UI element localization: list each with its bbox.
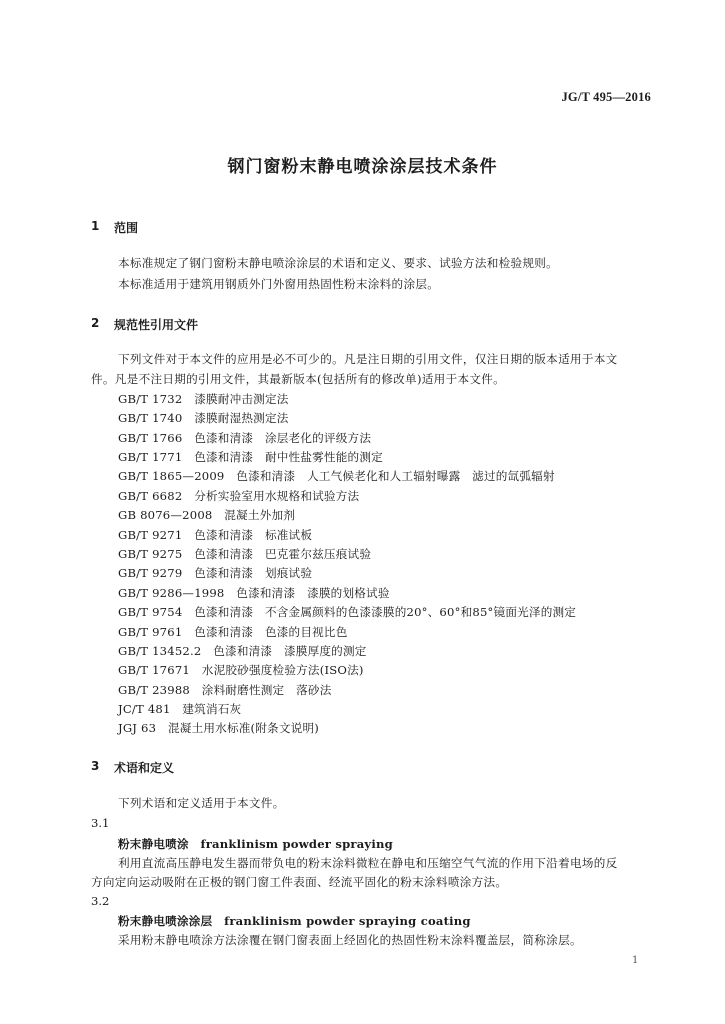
- section-2-intro-continued: 件。凡是不注日期的引用文件，其最新版本(包括所有的修改单)适用于本文件。: [91, 372, 506, 386]
- page-title: 钢门窗粉末静电喷涂涂层技术条件: [227, 157, 498, 177]
- term-title: 粉末静电喷涂 franklinism powder spraying: [118, 837, 393, 851]
- term-definition-continued: 方向定向运动吸附在正极的钢门窗工件表面、经流平固化的粉末涂料喷涂方法。: [91, 875, 508, 889]
- section-1-paragraph: 本标准规定了钢门窗粉末静电喷涂涂层的术语和定义、要求、试验方法和检验规则。: [118, 256, 559, 270]
- term-title: 粉末静电喷涂涂层 franklinism powder spraying coating: [118, 914, 471, 928]
- reference-item: JGJ 63 混凝土用水标准(附条文说明): [118, 721, 319, 735]
- section-1-heading: 范围: [114, 221, 139, 235]
- reference-item: GB/T 1771 色漆和清漆 耐中性盐雾性能的测定: [118, 450, 383, 464]
- section-3-intro: 下列术语和定义适用于本文件。: [118, 796, 285, 810]
- term-definition: 采用粉末静电喷涂方法涂覆在钢门窗表面上经固化的热固性粉末涂料覆盖层，简称涂层。: [118, 933, 582, 947]
- reference-item: GB/T 9286—1998 色漆和清漆 漆膜的划格试验: [118, 586, 390, 600]
- standard-code: JG/T 495—2016: [561, 90, 651, 104]
- reference-item: GB/T 6682 分析实验室用水规格和试验方法: [118, 489, 360, 503]
- term-definition: 利用直流高压静电发生器而带负电的粉末涂料微粒在静电和压缩空气气流的作用下沿着电场的反: [118, 856, 618, 870]
- section-2-number: 2: [91, 316, 100, 330]
- section-1-paragraph: 本标准适用于建筑用钢质外门外窗用热固性粉末涂料的涂层。: [118, 277, 440, 291]
- reference-item: GB/T 23988 涂料耐磨性测定 落砂法: [118, 683, 332, 697]
- reference-item: GB/T 9275 色漆和清漆 巴克霍尔兹压痕试验: [118, 547, 372, 561]
- reference-item: GB/T 9761 色漆和清漆 色漆的目视比色: [118, 625, 348, 639]
- reference-item: GB/T 1732 漆膜耐冲击测定法: [118, 392, 289, 406]
- section-2-heading: 规范性引用文件: [114, 318, 199, 332]
- reference-item: GB/T 1740 漆膜耐湿热测定法: [118, 411, 289, 425]
- reference-item: JC/T 481 建筑消石灰: [118, 702, 242, 716]
- reference-item: GB/T 9279 色漆和清漆 划痕试验: [118, 566, 313, 580]
- page-number: 1: [632, 955, 639, 966]
- term-number: 3.1: [91, 816, 110, 830]
- reference-item: GB/T 1766 色漆和清漆 涂层老化的评级方法: [118, 431, 372, 445]
- section-1-number: 1: [91, 219, 100, 233]
- section-3-heading: 术语和定义: [114, 761, 175, 775]
- reference-item: GB/T 9754 色漆和清漆 不含金属颜料的色漆漆膜的20°、60°和85°镜面光泽的测定: [118, 605, 577, 619]
- section-3-number: 3: [91, 759, 100, 773]
- reference-item: GB/T 9271 色漆和清漆 标准试板: [118, 528, 313, 542]
- reference-item: GB/T 1865—2009 色漆和清漆 人工气候老化和人工辐射曝露 滤过的氙弧辐射: [118, 469, 555, 483]
- reference-item: GB 8076—2008 混凝土外加剂: [118, 508, 296, 522]
- reference-item: GB/T 13452.2 色漆和清漆 漆膜厚度的测定: [118, 644, 367, 658]
- term-number: 3.2: [91, 894, 110, 908]
- section-2-intro: 下列文件对于本文件的应用是必不可少的。凡是注日期的引用文件，仅注日期的版本适用于本文: [118, 352, 618, 366]
- reference-item: GB/T 17671 水泥胶砂强度检验方法(ISO法): [118, 663, 364, 677]
